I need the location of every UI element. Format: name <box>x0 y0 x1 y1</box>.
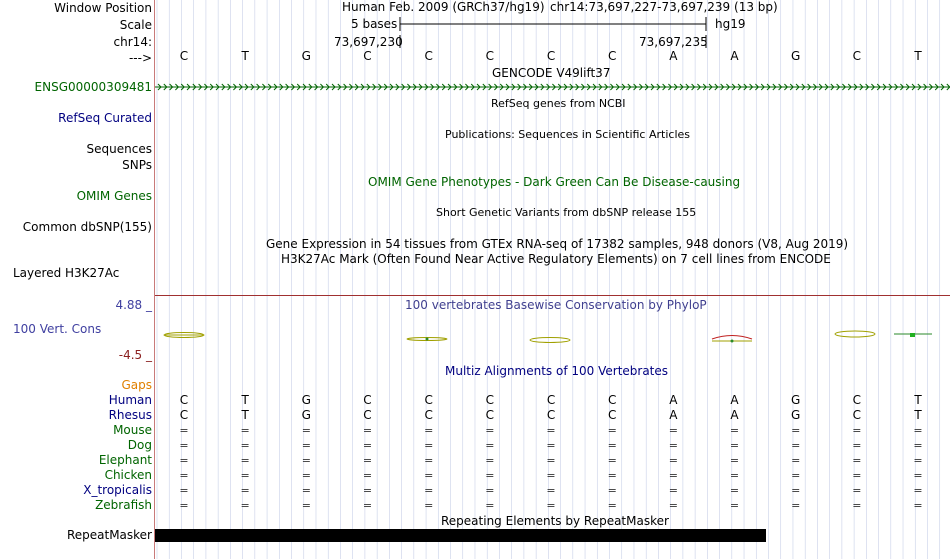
aligned-base: = <box>485 499 495 512</box>
species-label[interactable]: Mouse <box>113 423 152 437</box>
aligned-base: = <box>362 484 373 497</box>
aligned-base: = <box>607 454 617 467</box>
aligned-base: C <box>485 408 495 422</box>
aligned-base: = <box>668 439 678 452</box>
aligned-base: = <box>485 469 495 482</box>
label-h3k27ac[interactable]: Layered H3K27Ac <box>13 266 120 280</box>
position-readout: chr14:73,697,227-73,697,239 (13 bp) <box>550 0 778 14</box>
aligned-base: = <box>913 454 923 467</box>
aligned-base: C <box>424 408 433 422</box>
aligned-base: C <box>363 408 372 422</box>
aligned-base: = <box>668 469 678 482</box>
label-phylop[interactable]: 100 Vert. Cons <box>13 322 102 336</box>
aligned-base: = <box>668 484 678 497</box>
aligned-base: = <box>424 454 434 467</box>
aligned-base: G <box>791 408 801 422</box>
scale-text: 5 bases <box>351 17 398 31</box>
dbsnp-track-title: Short Genetic Variants from dbSNP release 155 <box>436 206 697 219</box>
aligned-base: = <box>546 469 556 482</box>
sequence-base: C <box>424 49 433 63</box>
species-label[interactable]: Chicken <box>104 468 152 482</box>
aligned-base: = <box>424 499 434 512</box>
aligned-base: T <box>914 393 922 407</box>
aligned-base: = <box>301 469 311 482</box>
aligned-base: A <box>730 408 739 422</box>
aligned-base: = <box>546 424 556 437</box>
aligned-base: C <box>607 393 617 407</box>
aligned-base: = <box>791 499 801 512</box>
aligned-base: = <box>791 454 801 467</box>
species-label[interactable]: X_tropicalis <box>83 483 152 497</box>
sequence-base: G <box>791 49 801 63</box>
sequence-base: C <box>485 49 495 63</box>
aligned-base: = <box>546 454 556 467</box>
aligned-base: = <box>362 439 373 452</box>
assembly-title: Human Feb. 2009 (GRCh37/hg19) <box>342 0 545 14</box>
label-dbsnp[interactable]: Common dbSNP(155) <box>22 220 152 234</box>
aligned-base: = <box>240 499 250 512</box>
label-gaps[interactable]: Gaps <box>121 378 152 392</box>
species-label[interactable]: Zebrafish <box>95 498 152 512</box>
aligned-base: T <box>914 408 922 422</box>
aligned-base: = <box>485 454 495 467</box>
aligned-base: = <box>913 499 923 512</box>
aligned-base: = <box>546 499 556 512</box>
aligned-base: = <box>607 424 617 437</box>
phylop-signal[interactable] <box>155 325 950 349</box>
track-label-column <box>0 0 155 559</box>
aligned-base: = <box>485 439 495 452</box>
track-display-area[interactable] <box>155 0 950 559</box>
aligned-base: = <box>852 499 862 512</box>
aligned-base: C <box>546 393 556 407</box>
aligned-base: = <box>240 469 250 482</box>
aligned-base: = <box>240 424 250 437</box>
omim-track-title: OMIM Gene Phenotypes - Dark Green Can Be Disease-causing <box>368 175 741 189</box>
aligned-base: = <box>913 439 923 452</box>
aligned-base: G <box>791 393 801 407</box>
aligned-base: = <box>791 484 801 497</box>
aligned-base: = <box>729 439 740 452</box>
aligned-base: = <box>179 484 189 497</box>
aligned-base: = <box>301 484 311 497</box>
gtex-track-title: Gene Expression in 54 tissues from GTEx RNA-seq of 17382 samples, 948 donors (V8, Aug 2019) <box>266 237 849 251</box>
aligned-base: = <box>913 469 923 482</box>
aligned-base: C <box>179 393 189 407</box>
aligned-base: C <box>485 393 495 407</box>
aligned-base: T <box>241 393 249 407</box>
species-label[interactable]: Rhesus <box>108 408 152 422</box>
aligned-base: = <box>791 424 801 437</box>
aligned-base: = <box>301 454 311 467</box>
aligned-base: = <box>362 454 373 467</box>
aligned-base: = <box>362 499 373 512</box>
aligned-base: = <box>668 499 678 512</box>
aligned-base: A <box>669 408 678 422</box>
aligned-base: T <box>241 408 249 422</box>
aligned-base: G <box>301 393 311 407</box>
species-label[interactable]: Human <box>108 393 152 407</box>
aligned-base: = <box>607 499 617 512</box>
multiz-track-title: Multiz Alignments of 100 Vertebrates <box>445 364 669 378</box>
aligned-base: A <box>669 393 678 407</box>
phylop-bar-6 <box>894 333 932 337</box>
sequence-base: A <box>730 49 739 63</box>
label-window-position: Window Position <box>54 1 152 15</box>
aligned-base: = <box>852 424 862 437</box>
aligned-base: = <box>485 484 495 497</box>
aligned-base: = <box>179 424 189 437</box>
aligned-base: = <box>546 484 556 497</box>
phylop-bar-1 <box>164 333 204 338</box>
aligned-base: = <box>301 499 311 512</box>
aligned-base: = <box>852 454 862 467</box>
label-scale: Scale <box>119 18 152 32</box>
aligned-base: = <box>607 484 617 497</box>
aligned-base: = <box>301 439 311 452</box>
label-chrom: chr14: <box>113 35 152 49</box>
sequence-base: C <box>546 49 556 63</box>
aligned-base: = <box>240 484 250 497</box>
label-snps[interactable]: SNPs <box>122 158 152 172</box>
aligned-base: C <box>424 393 433 407</box>
phylop-bar-5 <box>835 331 875 337</box>
aligned-base: = <box>179 469 189 482</box>
species-label[interactable]: Dog <box>127 438 152 452</box>
aligned-base: = <box>485 424 495 437</box>
refseq-track-title: RefSeq genes from NCBI <box>491 97 626 110</box>
phylop-bar-3 <box>530 338 570 343</box>
publications-track-title: Publications: Sequences in Scientific Articles <box>445 128 690 141</box>
aligned-base: A <box>730 393 739 407</box>
aligned-base: = <box>179 439 189 452</box>
sequence-base: C <box>179 49 189 63</box>
aligned-base: = <box>424 439 434 452</box>
aligned-base: C <box>607 408 617 422</box>
label-strand-arrow[interactable]: ---> <box>128 51 152 65</box>
phylop-bar-2 <box>407 338 447 341</box>
repeatmasker-track-title: Repeating Elements by RepeatMasker <box>441 514 669 528</box>
aligned-base: = <box>546 439 556 452</box>
sequence-base: C <box>852 49 862 63</box>
species-label[interactable]: Elephant <box>98 453 152 467</box>
label-sequences[interactable]: Sequences <box>86 142 152 156</box>
aligned-base: = <box>729 469 740 482</box>
aligned-base: C <box>852 408 862 422</box>
track-divider <box>155 295 950 296</box>
aligned-base: C <box>179 408 189 422</box>
label-omim[interactable]: OMIM Genes <box>76 189 152 203</box>
aligned-base: = <box>179 499 189 512</box>
aligned-base: = <box>240 439 250 452</box>
phylop-track-title: 100 vertebrates Basewise Conservation by PhyloP <box>405 298 707 312</box>
aligned-base: = <box>424 469 434 482</box>
aligned-base: = <box>240 454 250 467</box>
phylop-min-tick: -4.5 _ <box>118 348 152 362</box>
scale-db: hg19 <box>715 17 746 31</box>
aligned-base: C <box>546 408 556 422</box>
aligned-base: = <box>852 484 862 497</box>
sequence-base: T <box>914 49 922 63</box>
label-refseq[interactable]: RefSeq Curated <box>58 111 152 125</box>
aligned-base: = <box>791 439 801 452</box>
sequence-base: A <box>669 49 678 63</box>
phylop-bar-4 <box>712 336 752 343</box>
sequence-base: G <box>301 49 311 63</box>
aligned-base: G <box>301 408 311 422</box>
sequence-base: C <box>607 49 617 63</box>
aligned-base: = <box>179 454 189 467</box>
aligned-base: = <box>729 499 740 512</box>
aligned-base: = <box>791 469 801 482</box>
aligned-base: = <box>729 454 740 467</box>
aligned-base: = <box>424 484 434 497</box>
aligned-base: = <box>301 424 311 437</box>
aligned-base: = <box>913 424 923 437</box>
sequence-base: C <box>363 49 372 63</box>
repeat-element-bar[interactable] <box>155 529 766 542</box>
gencode-track-title: GENCODE V49lift37 <box>492 66 611 80</box>
aligned-base: = <box>852 439 862 452</box>
coord-left: 73,697,230 <box>334 35 403 49</box>
aligned-base: C <box>363 393 372 407</box>
aligned-base: = <box>668 424 678 437</box>
label-repeatmasker[interactable]: RepeatMasker <box>66 528 152 542</box>
gene-feature-line[interactable] <box>155 80 950 94</box>
aligned-base: = <box>668 454 678 467</box>
aligned-base: = <box>362 424 373 437</box>
phylop-max-tick: 4.88 _ <box>115 298 152 312</box>
aligned-base: = <box>852 469 862 482</box>
label-gene-track[interactable]: ENSG00000309481 <box>34 80 152 94</box>
aligned-base: = <box>362 469 373 482</box>
h3k27ac-track-title: H3K27Ac Mark (Often Found Near Active Regulatory Elements) on 7 cell lines from ENCODE <box>281 252 831 266</box>
aligned-base: C <box>852 393 862 407</box>
aligned-base: = <box>913 484 923 497</box>
aligned-base: = <box>729 424 740 437</box>
aligned-base: = <box>607 439 617 452</box>
aligned-base: = <box>607 469 617 482</box>
sequence-base: T <box>241 49 249 63</box>
aligned-base: = <box>729 484 740 497</box>
aligned-base: = <box>424 424 434 437</box>
coord-right: 73,697,235 <box>639 35 708 49</box>
